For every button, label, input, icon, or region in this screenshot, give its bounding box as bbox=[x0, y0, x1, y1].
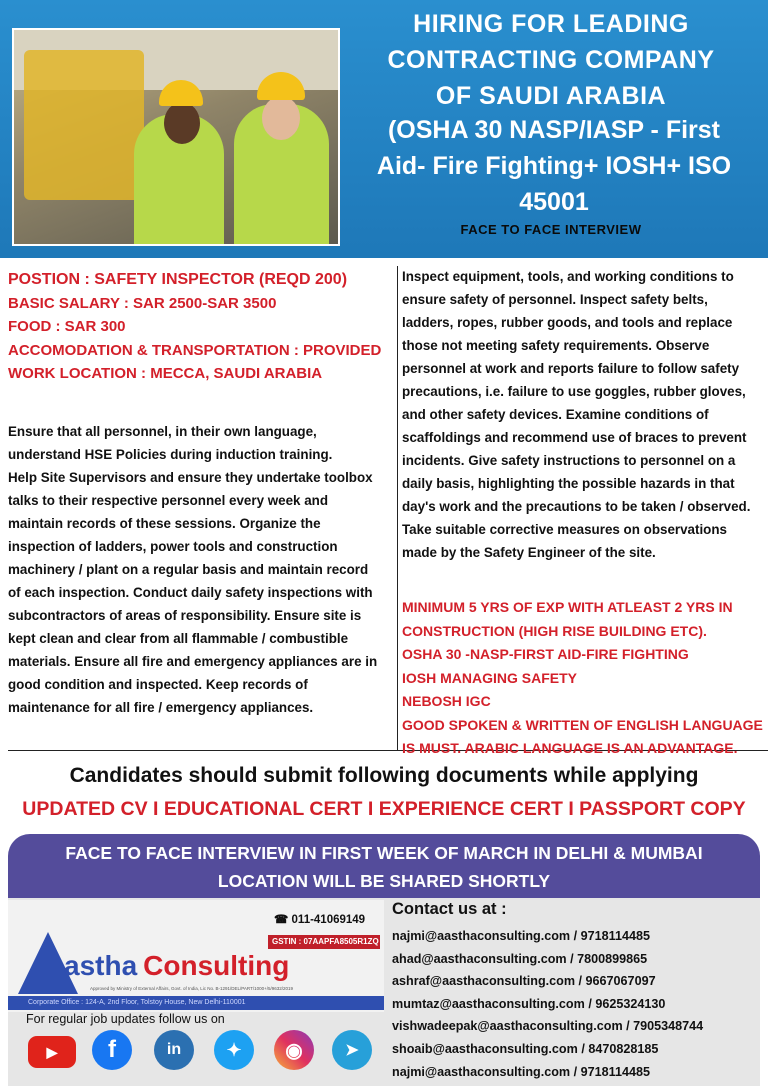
description-line: personnel at work and reports failure to follow safety bbox=[402, 361, 740, 376]
description-line: materials. Ensure all fire and emergency appliances are in bbox=[8, 653, 378, 669]
contact-item[interactable]: shoaib@aasthaconsulting.com / 8470828185 bbox=[392, 1041, 659, 1056]
description-line: precautions, i.e. failure to use goggles, rubber gloves, bbox=[402, 384, 746, 399]
description-line: made by the Safety Engineer of the site. bbox=[402, 545, 656, 560]
cert-line: (OSHA 30 NASP/IASP - First bbox=[387, 116, 721, 144]
linkedin-icon[interactable]: in bbox=[154, 1030, 194, 1070]
contact-section bbox=[392, 900, 760, 1083]
left-column bbox=[8, 268, 394, 719]
description-line: incidents. Give safety instructions to personnel on a bbox=[402, 453, 736, 468]
contact-item[interactable]: ashraf@aasthaconsulting.com / 9667067097 bbox=[392, 974, 656, 989]
description-line: maintenance for all fire / emergency appliances. bbox=[8, 699, 314, 715]
requirement-item: NEBOSH IGC bbox=[402, 693, 491, 709]
banner-line: LOCATION WILL BE SHARED SHORTLY bbox=[217, 871, 551, 891]
position: POSTION : SAFETY INSPECTOR (REQD 200) bbox=[8, 271, 348, 288]
contact-item[interactable]: vishwadeepak@aasthaconsulting.com / 7905348744 bbox=[392, 1019, 704, 1034]
description-line: understand HSE Policies during induction training. bbox=[8, 446, 333, 462]
youtube-icon[interactable]: ▶ bbox=[28, 1036, 76, 1068]
description-line: Ensure that all personnel, in their own language, bbox=[8, 423, 317, 439]
telegram-icon[interactable]: ➤ bbox=[332, 1030, 372, 1070]
description-line: those not meeting safety requirements. Observe bbox=[402, 338, 710, 353]
requirement-item: MINIMUM 5 YRS OF EXP WITH ATLEAST 2 YRS IN bbox=[402, 599, 733, 615]
documents-list: UPDATED CV I EDUCATIONAL CERT I EXPERIENCE CERT I PASSPORT COPY bbox=[22, 798, 746, 820]
interview-banner bbox=[8, 834, 760, 898]
banner-line: FACE TO FACE INTERVIEW IN FIRST WEEK OF MARCH IN DELHI & MUMBAI bbox=[65, 843, 703, 863]
description-line: Take suitable corrective measures on observations bbox=[402, 522, 727, 537]
twitter-icon[interactable]: ✦ bbox=[214, 1030, 254, 1070]
cert-line: 45001 bbox=[519, 188, 589, 216]
description-line: Help Site Supervisors and ensure they undertake toolbox bbox=[8, 469, 373, 485]
contact-item[interactable]: najmi@aasthaconsulting.com / 9718114485 bbox=[392, 929, 650, 943]
certifications-title bbox=[340, 112, 768, 220]
requirement-item: IOSH MANAGING SAFETY bbox=[402, 669, 578, 686]
description-line: Inspect equipment, tools, and working conditions to bbox=[402, 269, 734, 284]
instagram-icon[interactable]: ◉ bbox=[274, 1030, 314, 1070]
requirements-list bbox=[402, 596, 766, 761]
description-line: subcontractors of areas of responsibility. Ensure site is bbox=[8, 607, 362, 623]
description-line: ladders, ropes, rubber goods, and tools and replace bbox=[402, 315, 733, 330]
description-line: maintain records of these sessions. Organize the bbox=[8, 515, 321, 531]
contact-item[interactable]: najmi@aasthaconsulting.com / 9718114485 bbox=[392, 1064, 650, 1079]
contact-list bbox=[392, 925, 760, 1083]
requirement-item: GOOD SPOKEN & WRITTEN OF ENGLISH LANGUAGE bbox=[402, 716, 763, 733]
documents-heading: Candidates should submit following documents while applying bbox=[69, 764, 699, 787]
interview-type: FACE TO FACE INTERVIEW bbox=[460, 222, 642, 237]
follow-text: For regular job updates follow us on bbox=[26, 1012, 225, 1026]
contact-item[interactable]: mumtaz@aasthaconsulting.com / 9625324130 bbox=[392, 996, 666, 1011]
description-line: ensure safety of personnel. Inspect safety belts, bbox=[402, 292, 708, 307]
facebook-icon[interactable]: f bbox=[92, 1030, 132, 1070]
right-column bbox=[402, 265, 766, 761]
column-divider bbox=[397, 266, 398, 750]
description-line: kept clean and clear from all flammable / combustible bbox=[8, 630, 349, 646]
company-name-part1: astha bbox=[64, 950, 138, 981]
description-line: machinery / plant on a regular basis and maintain record bbox=[8, 561, 369, 577]
salary: BASIC SALARY : SAR 2500-SAR 3500 bbox=[8, 294, 277, 312]
contact-item[interactable]: ahad@aasthaconsulting.com / 7800899865 bbox=[392, 951, 648, 966]
contact-title: Contact us at : bbox=[392, 900, 507, 918]
description-line: daily basis, highlighting the possible hazards in that bbox=[402, 476, 735, 491]
requirement-item: IS MUST. ARABIC LANGUAGE IS AN ADVANTAGE. bbox=[402, 740, 738, 756]
requirement-item: OSHA 30 -NASP-FIRST AID-FIRE FIGHTING bbox=[402, 646, 689, 662]
food: FOOD : SAR 300 bbox=[8, 318, 126, 335]
work-location: WORK LOCATION : MECCA, SAUDI ARABIA bbox=[8, 365, 323, 382]
phone-number: 011-41069149 bbox=[291, 914, 366, 926]
company-phone[interactable]: ☎ 011-41069149 bbox=[274, 914, 366, 926]
left-description bbox=[8, 420, 394, 719]
approval-text: Approved by Ministry of External Affairs, Govt. of India, Lic No. B-1291/DEL/PART/1000+/5/9632/2019 bbox=[90, 986, 293, 991]
company-name-part2: Consulting bbox=[143, 950, 290, 981]
description-line: of each inspection. Conduct daily safety inspections with bbox=[8, 584, 373, 600]
cert-line: Aid- Fire Fighting+ IOSH+ ISO bbox=[376, 152, 732, 180]
description-line: talks to their respective personnel every week and bbox=[8, 492, 329, 508]
title-line: CONTRACTING COMPANY bbox=[387, 46, 715, 74]
company-name bbox=[64, 950, 289, 982]
description-line: and other safety devices. Examine conditions of bbox=[402, 407, 709, 422]
description-line: scaffoldings and recommend use of braces to prevent bbox=[402, 430, 747, 445]
requirement-item: CONSTRUCTION (HIGH RISE BUILDING ETC). bbox=[402, 622, 707, 639]
safety-workers-photo bbox=[12, 28, 340, 246]
title-line: HIRING FOR LEADING bbox=[413, 10, 689, 38]
gstin-badge: GSTIN : 07AAPFA8505R1ZQ bbox=[268, 935, 380, 949]
description-line: inspection of ladders, power tools and construction bbox=[8, 538, 338, 554]
description-line: day's work and the precautions to be taken / observed. bbox=[402, 499, 751, 514]
right-description bbox=[402, 265, 766, 564]
hiring-title bbox=[346, 6, 756, 114]
accommodation: ACCOMODATION & TRANSPORTATION : PROVIDED bbox=[8, 341, 382, 359]
description-line: good condition and inspected. Keep records of bbox=[8, 676, 308, 692]
corporate-office: Corporate Office : 124-A, 2nd Floor, Tolstoy House, New Delhi-110001 bbox=[8, 996, 384, 1010]
title-line: OF SAUDI ARABIA bbox=[435, 82, 667, 110]
